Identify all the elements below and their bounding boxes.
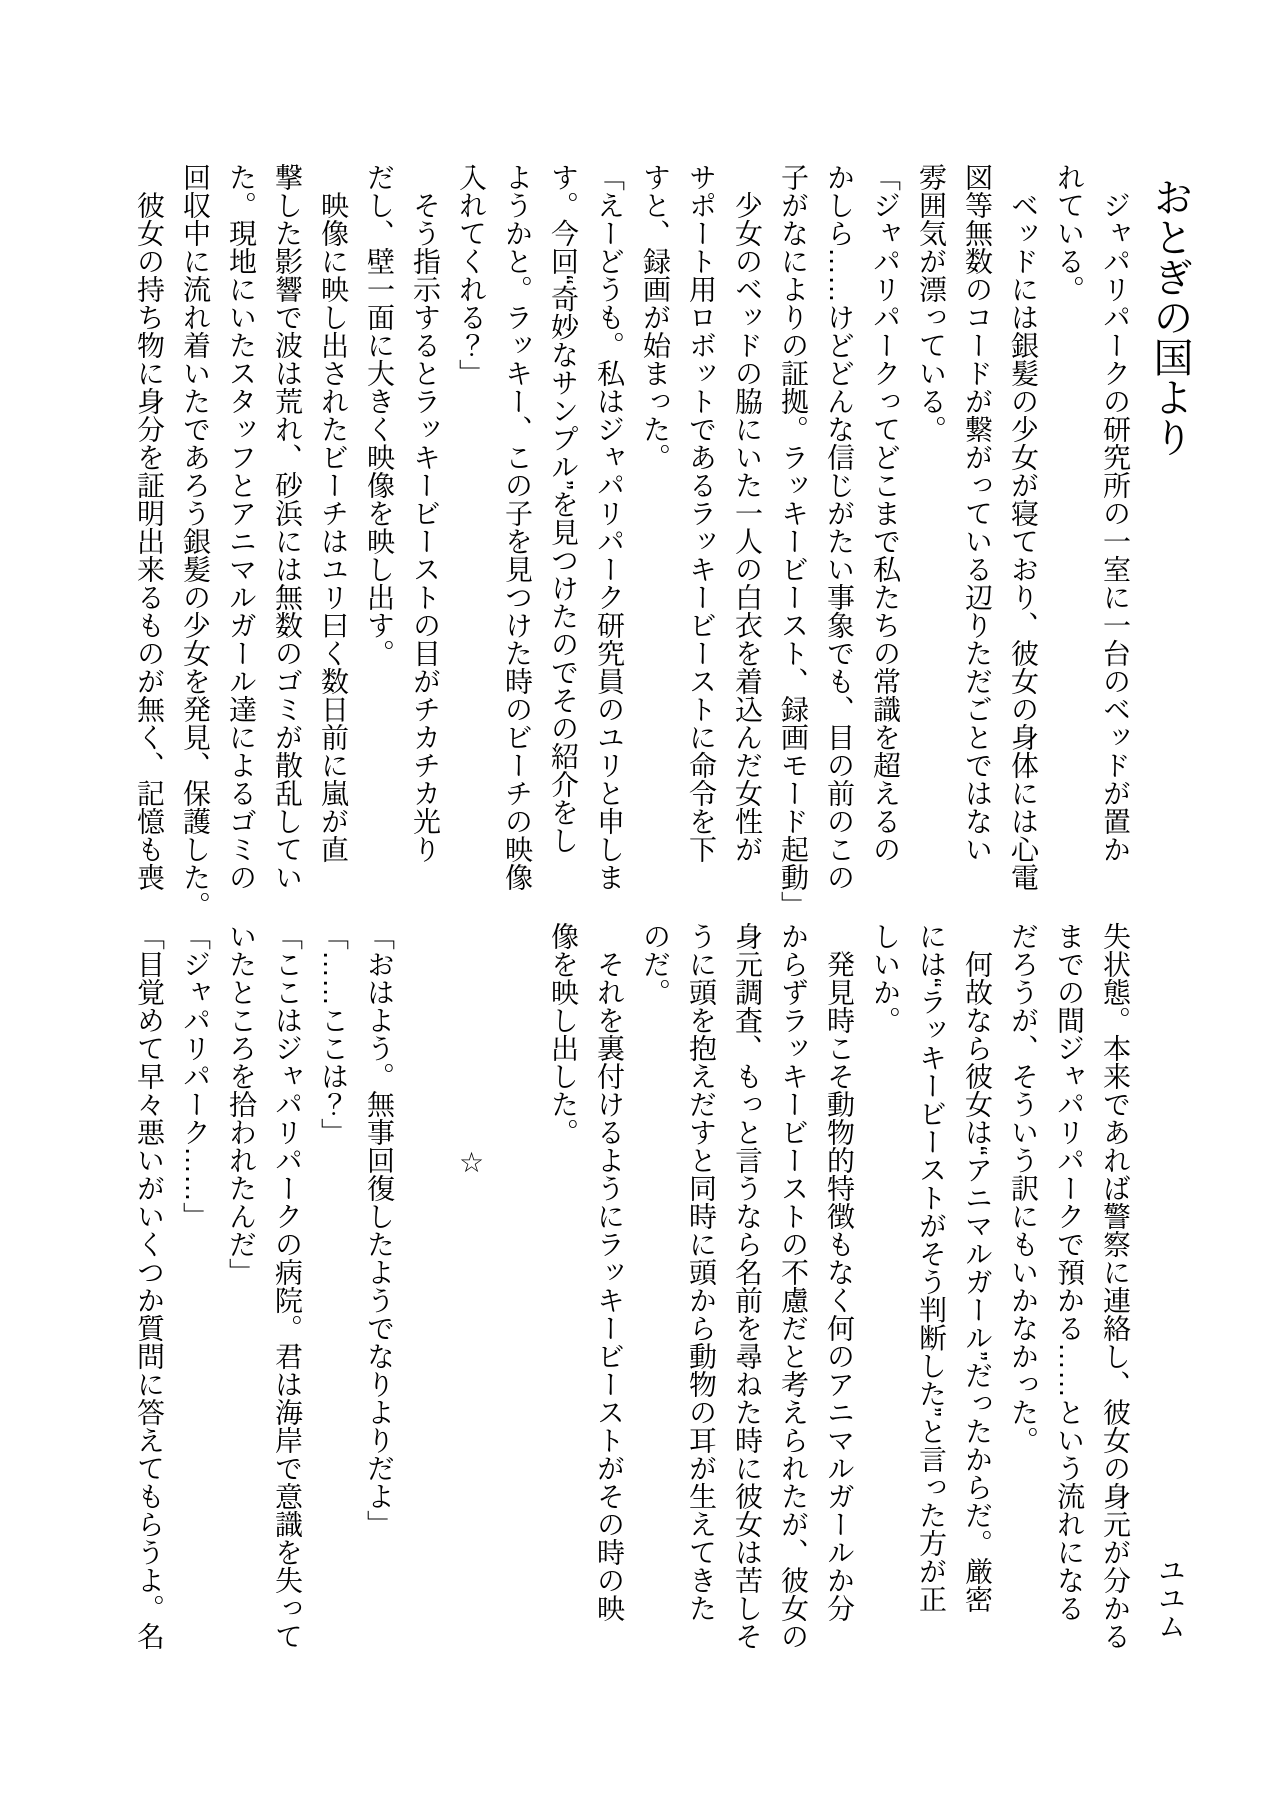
text-line: 「ジャパリパークってどこまで私たちの常識を超えるの [870, 163, 901, 863]
top-text-lines [126, 163, 1138, 925]
text-line: 「……ここは？」 [318, 922, 349, 1146]
text-line: だろうが、そういう訳にもいかなかった。 [1008, 922, 1039, 1454]
top-text-block [126, 163, 1202, 925]
text-line: ようかと。ラッキー、この子を見つけた時のビーチの映像 [502, 163, 533, 891]
text-line: ベッドには銀髪の少女が寝ており、彼女の身体には心電 [1008, 163, 1039, 891]
text-line: そう指示するとラッキービーストの目がチカチカ光り [410, 163, 441, 863]
text-line: 何故なら彼女は“アニマルガール”だったからだ。厳密 [962, 922, 993, 1613]
text-line [402, 922, 448, 1684]
text-line [494, 922, 540, 1684]
text-line: 撃した影響で波は荒れ、砂浜には無数のゴミが散乱してい [272, 163, 303, 891]
text-line: 入れてくれる？」 [456, 163, 487, 387]
text-line: 彼女の持ち物に身分を証明出来るものが無く、記憶も喪 [134, 163, 165, 891]
author-name: ユユム [1155, 1556, 1186, 1640]
text-line: のだ。 [640, 922, 671, 1006]
text-line: 雰囲気が漂っている。 [916, 163, 947, 443]
text-line: 映像に映し出されたビーチはユリ曰く数日前に嵐が直 [318, 163, 349, 863]
text-line: 回収中に流れ着いたであろう銀髪の少女を発見、保護した。 [180, 163, 211, 919]
text-line: 図等無数のコードが繋がっている辺りただごとではない [962, 163, 993, 863]
text-line: かしら……けどどんな信じがたい事象でも、目の前のこの [824, 163, 855, 891]
story-title: おとぎの国より [1148, 177, 1192, 457]
text-line: 失状態。本来であれば警察に連絡し、彼女の身元が分かる [1100, 922, 1131, 1650]
text-line: れている。 [1054, 163, 1085, 303]
bottom-text-block [126, 922, 1202, 1684]
text-line: 身元調査、もっと言うなら名前を尋ねた時に彼女は苦しそ [732, 922, 763, 1650]
text-line: 少女のベッドの脇にいた一人の白衣を着込んだ女性が [732, 163, 763, 863]
text-line: からずラッキービーストの不慮だと考えられたが、彼女の [778, 922, 809, 1650]
text-line: いたところを拾われたんだ」 [226, 922, 257, 1286]
text-line: た。現地にいたスタッフとアニマルガール達によるゴミの [226, 163, 257, 891]
text-line: サポート用ロボットであるラッキービーストに命令を下 [686, 163, 717, 863]
text-line: 「ジャパリパーク……」 [180, 922, 211, 1230]
text-line: 発見時こそ動物的特徴もなく何のアニマルガールか分 [824, 922, 855, 1622]
text-line: 子がなによりの証拠。ラッキービースト、録画モード起動」 [778, 163, 809, 919]
text-line: うに頭を抱えだすと同時に頭から動物の耳が生えてきた [686, 922, 717, 1622]
text-line: ☆ [456, 922, 487, 1179]
text-line: す。今回“奇妙なサンプル”を見つけたのでその紹介をし [548, 163, 579, 854]
text-line: には“ラッキービーストがそう判断した”と言った方が正 [916, 922, 947, 1613]
text-line: 像を映し出した。 [548, 922, 579, 1146]
text-line: 「目覚めて早々悪いがいくつか質問に答えてもらうよ。名 [134, 922, 165, 1650]
text-line: ジャパリパークの研究所の一室に一台のベッドが置か [1100, 163, 1131, 863]
text-line: だし、壁一面に大きく映像を映し出す。 [364, 163, 395, 667]
text-line: までの間ジャパリパークで預かる……という流れになる [1054, 922, 1085, 1622]
text-line: しいか。 [870, 922, 901, 1034]
text-line: それを裏付けるようにラッキービーストがその時の映 [594, 922, 625, 1622]
text-line: すと、録画が始まった。 [640, 163, 671, 471]
bottom-text-lines [126, 922, 1138, 1684]
text-line: 「えーどうも。私はジャパリパーク研究員のユリと申しま [594, 163, 625, 891]
text-line: 「ここはジャパリパークの病院。君は海岸で意識を失って [272, 922, 303, 1650]
text-line: 「おはよう。無事回復したようでなりよりだよ」 [364, 922, 395, 1538]
